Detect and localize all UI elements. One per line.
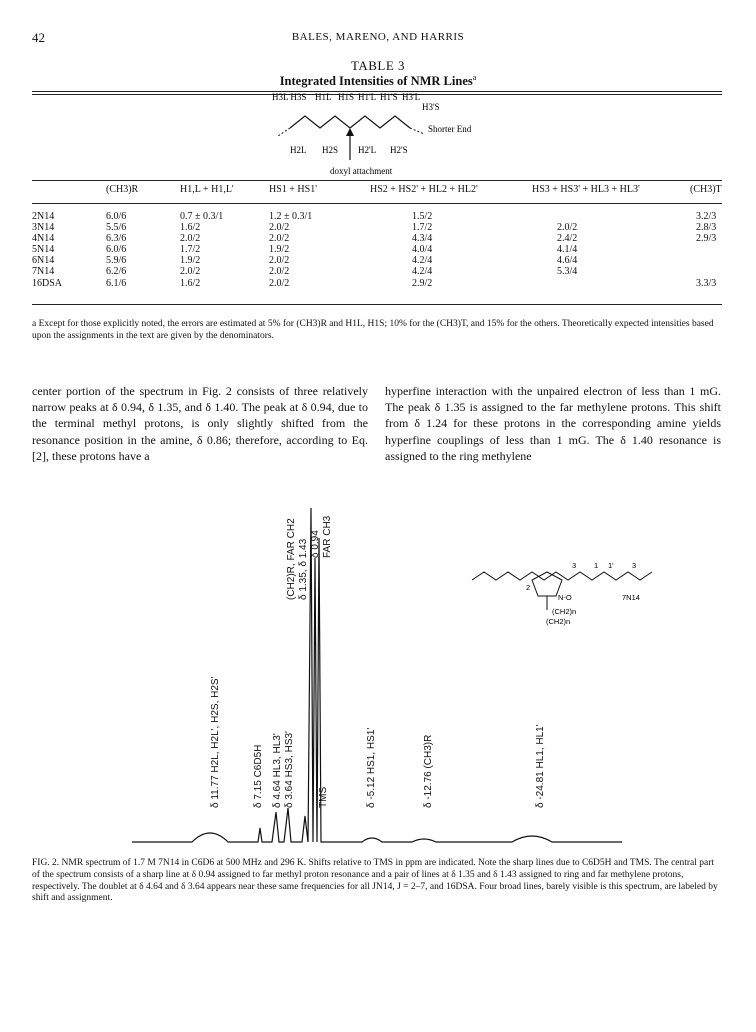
table-row <box>32 278 722 289</box>
mol-label-h2s: H2S <box>322 145 339 155</box>
spectrum-trace <box>132 508 622 842</box>
col-header-hs3: HS3 + HS3' + HL3 + HL3' <box>532 184 640 195</box>
nmr-spectrum-figure <box>32 468 722 848</box>
structure-ch2n-2: (CH2)n <box>546 617 571 626</box>
cell: 0.7 ± 0.3/1 <box>180 211 224 222</box>
row-name: 4N14 <box>32 233 55 245</box>
cell: 2.9/3 <box>696 233 717 245</box>
table-row <box>32 266 722 277</box>
peak-label-center-3: δ 0.94 <box>310 530 321 558</box>
peak-label-p7: δ -24.81 HL1, HL1' <box>535 724 546 808</box>
cell: 2.0/2 <box>269 277 290 289</box>
col-header-h1l: H1,L + H1,L' <box>180 184 234 195</box>
structure-num-1p: 1' <box>608 561 614 570</box>
cell: 2.0/2 <box>180 233 201 245</box>
cell: 4.0/4 <box>412 244 433 256</box>
cell: 1.5/2 <box>412 211 433 222</box>
structure-num-3: 3 <box>572 561 577 570</box>
col-header-hs2: HS2 + HS2' + HL2 + HL2' <box>370 184 478 195</box>
table-header-rule-top <box>32 180 722 181</box>
table-row <box>32 244 722 255</box>
peak-label-p5: δ -5.12 HS1, HS1' <box>366 727 377 808</box>
mol-arrow-head <box>346 128 354 136</box>
peak-label-tms: TMS <box>318 786 329 808</box>
cell: 2.4/2 <box>557 233 578 245</box>
peak-label-p1: δ 11.77 H2L, H2L', H2S, H2S' <box>210 676 221 808</box>
cell: 5.3/4 <box>557 266 578 278</box>
peak-label-p2: δ 7.15 C6D5H <box>253 744 264 808</box>
table-body <box>32 211 722 289</box>
mol-label-h2pl: H2'L <box>358 145 377 155</box>
peak-label-p3: δ 4.64 HL3, HL3' <box>272 733 283 808</box>
cell: 4.3/4 <box>412 233 433 245</box>
mol-chain <box>290 116 410 128</box>
cell: 5.9/6 <box>106 255 127 267</box>
mol-label-h1ps: H1'S <box>380 92 398 102</box>
structure-num-1: 1 <box>594 561 599 570</box>
row-name: 16DSA <box>32 277 63 289</box>
table-title-text: Integrated Intensities of NMR Lines <box>279 74 473 89</box>
cell: 6.3/6 <box>106 233 127 245</box>
col-header-hs1: HS1 + HS1' <box>269 184 318 195</box>
structure-num-3p: 3 <box>632 561 637 570</box>
mol-dashed-left <box>278 128 290 136</box>
mol-label-h2ps: H2'S <box>390 145 408 155</box>
structure-num-2: 2 <box>526 583 531 592</box>
cell: 2.0/2 <box>269 222 290 234</box>
mol-dashed-right <box>410 128 424 134</box>
table-header-rule-bottom <box>32 203 722 204</box>
cell: 6.2/6 <box>106 266 127 278</box>
structure-7n14 <box>472 561 652 626</box>
structure-chain <box>472 572 652 580</box>
mol-doxyl-attachment: doxyl attachment <box>330 166 393 176</box>
table-footnote: a Except for those explicitly noted, the errors are estimated at 5% for (CH3)R and H1L, H1S; 10% for the (CH3)T, and 15% for the others. Theoretically expected intensities based upon the assignments in the text are given by the denominators. <box>32 319 714 341</box>
cell: 6.1/6 <box>106 277 127 289</box>
cell: 3.2/3 <box>696 211 717 222</box>
peak-label-center-1: (CH2)R, FAR CH2 <box>286 518 297 600</box>
mol-label-h1l: H1L <box>315 92 332 102</box>
structure-ch2n-1: (CH2)n <box>552 607 577 616</box>
table-title-note: a <box>472 73 477 82</box>
table-row <box>32 233 722 244</box>
mol-label-h3pl: H3'L <box>402 92 421 102</box>
cell: 6.0/6 <box>106 211 127 222</box>
cell: 1.6/2 <box>180 222 201 234</box>
running-head: BALES, MARENO, AND HARRIS <box>291 31 465 43</box>
row-name: 5N14 <box>32 244 55 256</box>
cell: 2.0/2 <box>557 222 578 234</box>
peak-label-center-2: δ 1.35, δ 1.43 <box>298 538 309 600</box>
body-text-left-column: center portion of the spectrum in Fig. 2 consists of three relatively narrow peaks at δ 0.94, δ 1.35, and δ 1.40. The peak at δ 0.94, due to the terminal methyl protons, is only slightly shifted from the resonance position in the amine, δ 0.86; therefore, according to Eq. [2], these protons have a <box>32 384 368 463</box>
col-header-ch3r: (CH3)R <box>106 184 139 195</box>
cell: 2.9/2 <box>412 277 433 289</box>
table-title <box>0 73 756 89</box>
cell: 5.5/6 <box>106 222 127 234</box>
row-name: 7N14 <box>32 266 55 278</box>
cell: 4.6/4 <box>557 255 578 267</box>
table-molecule-diagram <box>250 88 550 180</box>
mol-label-h1pl: H1'L <box>358 92 377 102</box>
cell: 1.9/2 <box>269 244 290 256</box>
figure-caption: FIG. 2. NMR spectrum of 1.7 M 7N14 in C6D6 at 500 MHz and 296 K. Shifts relative to TMS in ppm are indicated. Note the sharp lines due to C6D5H and TMS. The central part of the spectrum consists of a sharp line at δ 0.94 assigned to far methyl proton resonance and a pair of lines at δ 1.35 and δ 1.43 assigned to ring and far methylene protons, respectively. The doublet at δ 4.64 and δ 3.64 appears near these same frequencies for all JN14, J = 2–7, and 16DSA. Four broad lines, barely visible is this spectrum, are labeled by shift and assignment. <box>32 858 718 904</box>
body-text-right-column: hyperfine interaction with the unpaired electron of less than 1 mG. The peak δ 1.35 is assigned to the far methylene protons. This shift from δ 1.24 for these protons in the corresponding amine yields hyperfine couplings of less than 1 mG. The δ 1.40 resonance is assigned to the ring methylene <box>385 384 721 463</box>
table-row <box>32 222 722 233</box>
cell: 2.0/2 <box>269 266 290 278</box>
cell: 3.3/3 <box>696 277 717 289</box>
row-name: 2N14 <box>32 211 55 222</box>
table-row <box>32 211 722 222</box>
col-header-ch3t: (CH3)T <box>690 184 722 195</box>
cell: 4.2/4 <box>412 255 433 267</box>
cell: 2.0/2 <box>269 233 290 245</box>
page-number: 42 <box>32 30 45 45</box>
cell: 4.2/4 <box>412 266 433 278</box>
table-row <box>32 255 722 266</box>
row-name: 6N14 <box>32 255 55 267</box>
cell: 2.0/2 <box>180 266 201 278</box>
cell: 1.6/2 <box>180 277 201 289</box>
cell: 1.7/2 <box>412 222 433 234</box>
row-name: 3N14 <box>32 222 55 234</box>
mol-label-h3ps: H3'S <box>422 102 440 112</box>
peak-label-center-4: FAR CH3 <box>322 515 333 558</box>
cell: 1.7/2 <box>180 244 201 256</box>
mol-label-h2l: H2L <box>290 145 307 155</box>
peak-label-p4: δ 3.64 HS3, HS3' <box>284 731 295 808</box>
cell: 2.8/3 <box>696 222 717 234</box>
peak-label-p6: δ -12.76 (CH3)R <box>423 734 434 808</box>
structure-no: N-O <box>558 593 572 602</box>
mol-label-h1s: H1S <box>338 92 355 102</box>
mol-shorter-end: Shorter End <box>428 124 472 134</box>
table-bottom-rule <box>32 304 722 305</box>
cell: 2.0/2 <box>269 255 290 267</box>
cell: 4.1/4 <box>557 244 578 256</box>
cell: 6.0/6 <box>106 244 127 256</box>
mol-label-h3: H3L H3S <box>272 92 307 102</box>
cell: 1.2 ± 0.3/1 <box>269 211 313 222</box>
structure-name: 7N14 <box>622 593 640 602</box>
cell: 1.9/2 <box>180 255 201 267</box>
table-label: TABLE 3 <box>350 58 406 73</box>
